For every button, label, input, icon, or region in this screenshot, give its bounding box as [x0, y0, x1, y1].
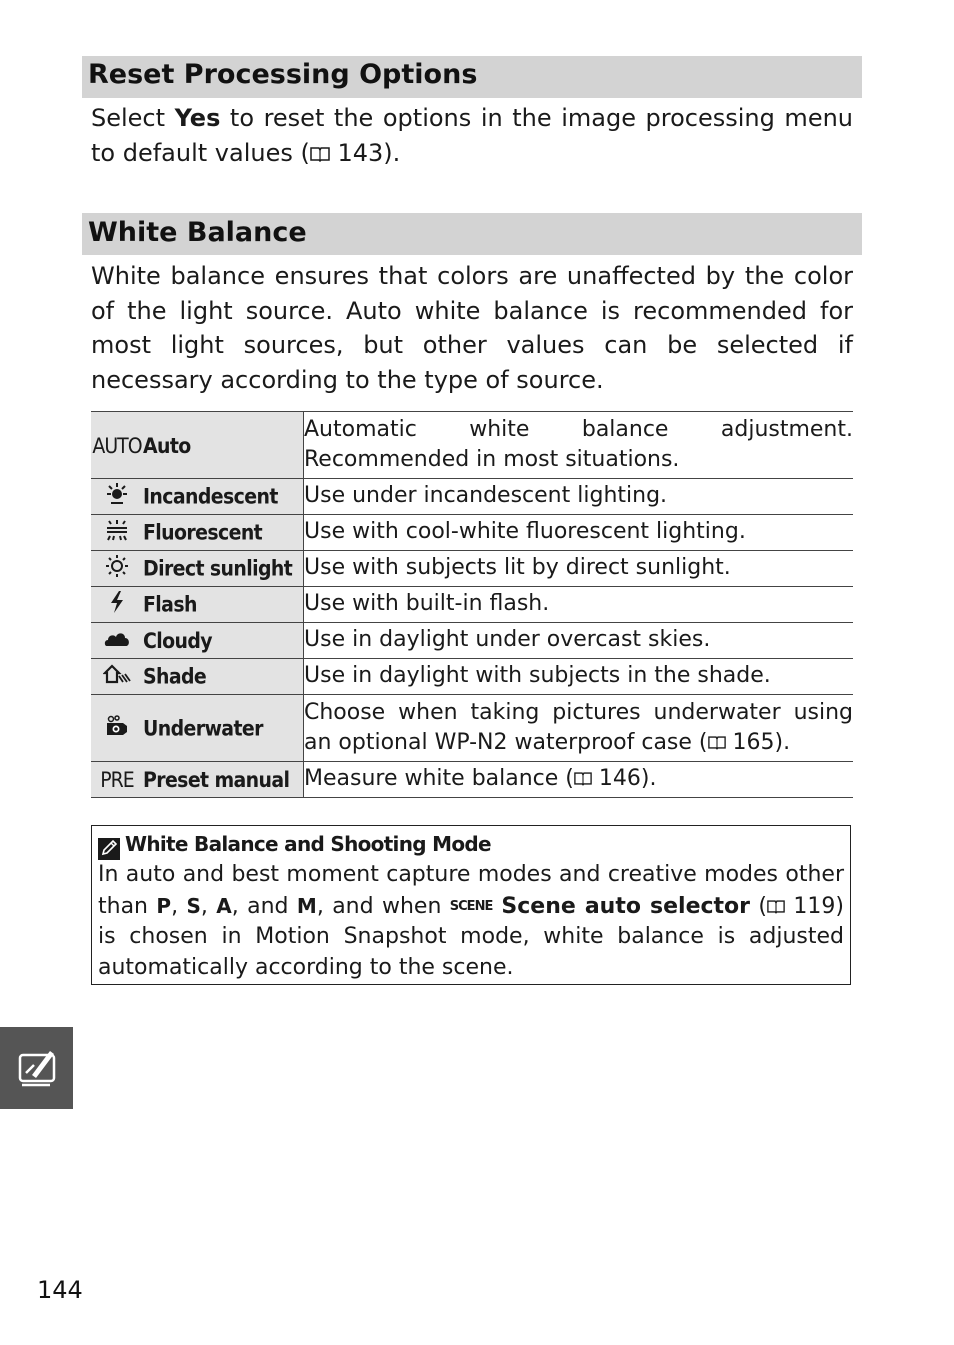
table-row: Fluorescent Use with cool-white fluorescent lighting.	[91, 515, 853, 551]
scene-auto-selector-term: Scene auto selector	[492, 893, 751, 919]
book-ref-icon	[574, 771, 592, 786]
auto-icon: AUTO	[92, 433, 142, 458]
mode-a: A	[216, 893, 232, 918]
table-row: Underwater Choose when taking pictures underwater using an optional WP-N2 waterproof case ( 165).	[91, 695, 853, 762]
wb-section-header	[82, 213, 862, 255]
cloud-icon	[91, 628, 143, 653]
wb-section-title: White Balance	[88, 217, 307, 248]
row-desc: Use in daylight with subjects in the shade.	[304, 659, 854, 695]
row-desc: Use with cool-white fluorescent lighting.	[304, 515, 854, 551]
note-body: In auto and best moment capture modes and creative modes other than P, S, A, and M, and when SCENE Scene auto selector ( 119) is chosen in Motion Snapshot mode, white balance is adjusted automatically according to the scene.	[98, 862, 844, 980]
incandescent-icon	[91, 483, 143, 510]
table-row: Flash Use with built-in flash.	[91, 587, 853, 623]
reset-section-header	[82, 56, 862, 98]
note-title: White Balance and Shooting Mode	[98, 829, 844, 860]
book-ref-icon	[310, 146, 330, 162]
underwater-icon	[91, 715, 143, 742]
white-balance-table	[91, 411, 853, 798]
row-desc: Use with subjects lit by direct sunlight.	[304, 551, 854, 587]
table-row: AUTOAuto Automatic white balance adjustment. Recommended in most situations.	[91, 412, 853, 479]
wb-intro: White balance ensures that colors are unaffected by the color of the light source. Auto white balance is recommended for most light sources, but other values can be selected if necessary according to the type of source.	[91, 262, 853, 394]
mode-p: P	[156, 893, 172, 918]
table-row: Incandescent Use under incandescent lighting.	[91, 479, 853, 515]
flash-icon	[91, 590, 143, 619]
table-row: Direct sunlight Use with subjects lit by direct sunlight.	[91, 551, 853, 587]
table-row: PRE Preset manual Measure white balance ( 146).	[91, 762, 853, 798]
table-row: Cloudy Use in daylight under overcast skies.	[91, 623, 853, 659]
row-desc: Use under incandescent lighting.	[304, 479, 854, 515]
retouch-menu-tab	[0, 1027, 73, 1109]
row-desc: Measure white balance ( 146).	[304, 762, 854, 798]
row-desc: Choose when taking pictures underwater using an optional WP-N2 waterproof case ( 165).	[304, 695, 854, 762]
preset-icon: PRE	[100, 768, 134, 792]
book-ref-icon	[767, 899, 785, 914]
table-row: Shade Use in daylight with subjects in the shade.	[91, 659, 853, 695]
pencil-icon	[98, 838, 120, 860]
mode-s: S	[186, 893, 201, 918]
yes-term: Yes	[174, 104, 221, 132]
page-number: 144	[37, 1276, 83, 1304]
shade-icon	[91, 663, 143, 690]
retouch-brush-icon	[0, 1027, 73, 1109]
row-desc: Use in daylight under overcast skies.	[304, 623, 854, 659]
sun-icon	[91, 554, 143, 583]
reset-section-title: Reset Processing Options	[88, 59, 478, 90]
note-box	[91, 825, 851, 985]
row-desc: Use with built-in flash.	[304, 587, 854, 623]
row-desc: Automatic white balance adjustment. Recommended in most situations.	[304, 412, 854, 479]
mode-m: M	[296, 893, 317, 918]
fluorescent-icon	[91, 519, 143, 546]
scene-auto-icon: SCENE	[449, 898, 493, 914]
reset-description: Select Yes to reset the options in the image processing menu to default values ( 143).	[91, 104, 854, 167]
book-ref-icon	[708, 735, 726, 750]
